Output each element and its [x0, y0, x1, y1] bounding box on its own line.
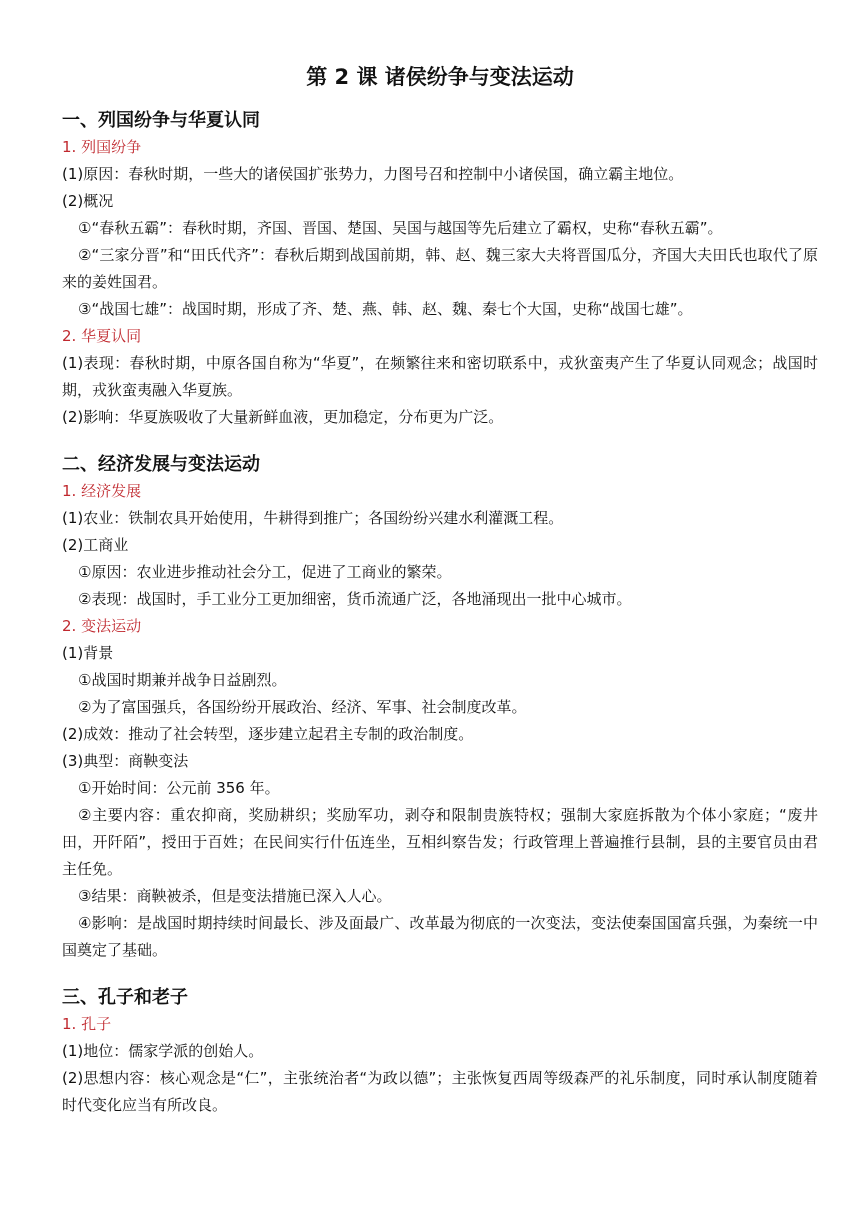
paragraph: (2)概况: [62, 192, 114, 210]
paragraph: ②为了富国强兵，各国纷纷开展政治、经济、军事、社会制度改革。: [78, 698, 527, 716]
section-heading: 二、经济发展与变法运动: [62, 454, 260, 475]
paragraph: (1)原因：春秋时期，一些大的诸侯国扩张势力，力图号召和控制中小诸侯国，确立霸主地位。: [62, 165, 684, 183]
paragraph: (2)工商业: [62, 536, 129, 554]
paragraph: (2)成效：推动了社会转型，逐步建立起君主专制的政治制度。: [62, 725, 474, 743]
paragraph: (1)农业：铁制农具开始使用，牛耕得到推广；各国纷纷兴建水利灌溉工程。: [62, 509, 564, 527]
paragraph: ①战国时期兼并战争日益剧烈。: [78, 671, 287, 689]
paragraph: ③“战国七雄”：战国时期，形成了齐、楚、燕、韩、赵、魏、秦七个大国，史称“战国七雄”。: [78, 300, 693, 318]
paragraph: (1)地位：儒家学派的创始人。: [62, 1042, 264, 1060]
page-title: 第 2 课 诸侯纷争与变法运动: [306, 65, 574, 89]
paragraph: ②“三家分晋”和“田氏代齐”：春秋后期到战国前期，韩、赵、魏三家大夫将晋国瓜分，齐国大夫田氏也取代了原来的姜姓国君。: [62, 246, 818, 291]
subsection-label: 2. 变法运动: [62, 617, 142, 635]
paragraph: (1)背景: [62, 644, 114, 662]
section-heading: 一、列国纷争与华夏认同: [62, 110, 260, 131]
paragraph: ②表现：战国时，手工业分工更加细密，货币流通广泛，各地涌现出一批中心城市。: [78, 590, 632, 608]
paragraph: (2)思想内容：核心观念是“仁”，主张统治者“为政以德”；主张恢复西周等级森严的礼乐制度，同时承认制度随着时代变化应当有所改良。: [62, 1069, 818, 1114]
section-heading: 三、孔子和老子: [62, 987, 188, 1008]
subsection-label: 1. 列国纷争: [62, 138, 142, 156]
paragraph: (2)影响：华夏族吸收了大量新鲜血液，更加稳定，分布更为广泛。: [62, 408, 504, 426]
paragraph: ①开始时间：公元前 356 年。: [78, 779, 280, 797]
subsection-label: 1. 经济发展: [62, 482, 142, 500]
paragraph: (3)典型：商鞅变法: [62, 752, 189, 770]
paragraph: ①原因：农业进步推动社会分工，促进了工商业的繁荣。: [78, 563, 452, 581]
paragraph: (1)表现：春秋时期，中原各国自称为“华夏”，在频繁往来和密切联系中，戎狄蛮夷产生了华夏认同观念；战国时期，戎狄蛮夷融入华夏族。: [62, 354, 818, 399]
subsection-label: 1. 孔子: [62, 1015, 112, 1033]
paragraph: ②主要内容：重农抑商，奖励耕织；奖励军功，剥夺和限制贵族特权；强制大家庭拆散为个体小家庭；“废井田，开阡陌”，授田于百姓；在民间实行什伍连坐，互相纠察告发；行政管理上普遍推行县制，县的主要官员由君主任免。: [62, 806, 818, 878]
paragraph: ③结果：商鞅被杀，但是变法措施已深入人心。: [78, 887, 392, 905]
paragraph: ④影响：是战国时期持续时间最长、涉及面最广、改革最为彻底的一次变法，变法使秦国国富兵强，为秦统一中国奠定了基础。: [62, 914, 818, 959]
subsection-label: 2. 华夏认同: [62, 327, 142, 345]
paragraph: ①“春秋五霸”：春秋时期，齐国、晋国、楚国、吴国与越国等先后建立了霸权，史称“春秋五霸”。: [78, 219, 723, 237]
